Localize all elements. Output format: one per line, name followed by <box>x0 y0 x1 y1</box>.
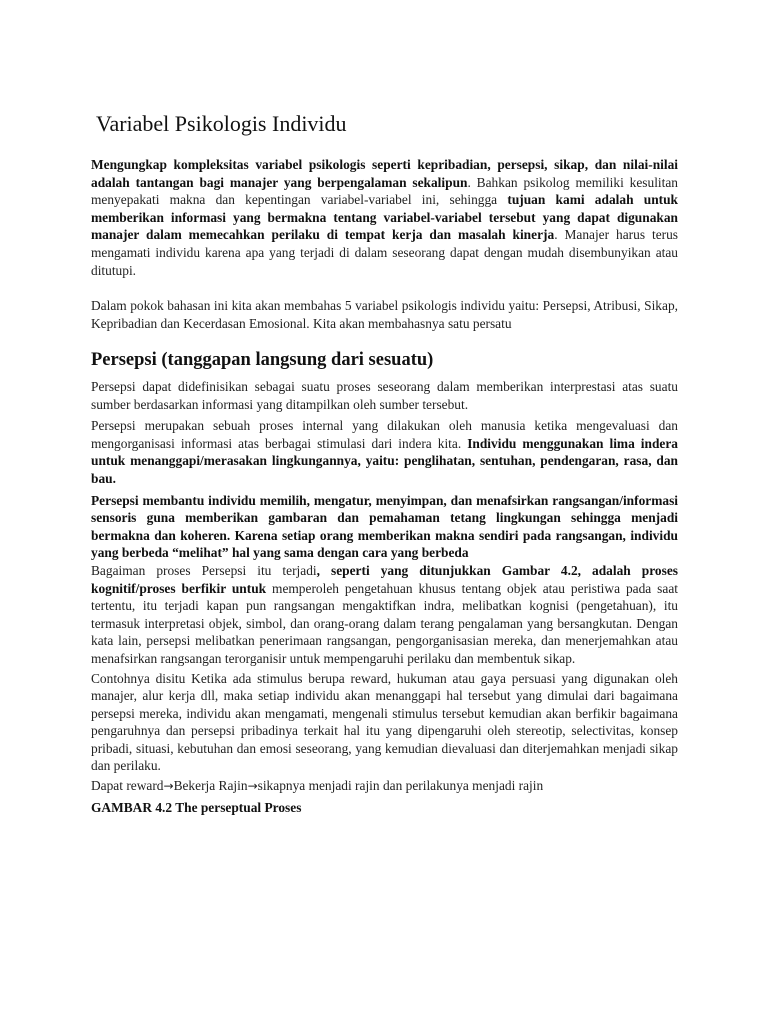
paragraph-6 <box>91 777 678 796</box>
intro-paragraph-2: Dalam pokok bahasan ini kita akan membahas 5 variabel psikologis individu yaitu: Persepsi, Atribusi, Sikap, Kepribadian dan Kecerdasan Emosional. Kita akan membahasnya satu persatu <box>91 298 678 331</box>
intro-paragraph <box>91 156 678 279</box>
section-heading: Persepsi (tanggapan langsung dari sesuatu) <box>91 350 434 370</box>
paragraph-4-text-1: Bagaiman proses Persepsi itu terjadi <box>91 562 317 578</box>
paragraph-4 <box>91 562 678 668</box>
arrow-right-icon: → <box>163 779 174 794</box>
intro-text-2: . Manajer harus terus mengamati individu karena apa yang terjadi di dalam seseorang dapat dengan mudah disembunyikan atau ditutupi. <box>91 227 678 278</box>
paragraph-3 <box>91 492 678 562</box>
intro-bold-2: tujuan kami adalah untuk memberikan informasi yang bermakna tentang variabel-variabel tersebut yang dapat digunakan manajer dalam memecahkan perilaku di tempat kerja dan masalah kinerja <box>91 192 679 243</box>
paragraph-2-bold: Individu menggunakan lima indera untuk menanggapi/merasakan lingkungannya, yaitu: penglihatan, sentuhan, pendengaran, rasa, dan bau. <box>91 435 678 486</box>
work-text: Bekerja Rajin <box>173 778 248 794</box>
arrow-right-icon: → <box>247 779 258 794</box>
paragraph-2-text: Persepsi merupakan sebuah proses internal yang dilakukan oleh manusia ketika mengevaluasi dan mengorganisasi informasi atas berbagai stimulasi dari indera kita. <box>91 418 678 451</box>
section-body <box>91 378 678 816</box>
figure-caption: GAMBAR 4.2 The perseptual Proses <box>91 799 302 815</box>
intro-bold-1: Mengungkap kompleksitas variabel psikologis seperti kepribadian, persepsi, sikap, dan nilai-nilai adalah tantangan bagi manajer yang berpengalaman sekalipun <box>91 157 678 190</box>
intro-section <box>91 156 678 279</box>
paragraph-4-bold: , seperti yang ditunjukkan Gambar 4.2, adalah proses kognitif/proses berfikir untuk <box>91 562 678 596</box>
paragraph-3-bold: Persepsi membantu individu memilih, mengatur, menyimpan, dan menafsirkan rangsangan/informasi sensoris guna memberikan gambaran dan pemahaman tetang lingkungan sehingga menjadi bermakna dan koheren. Karena setiap orang memberikan makna sendiri pada rangsangan, individu yang berbeda “melihat” hal yang sama dengan cara yang berbeda <box>91 492 678 561</box>
intro-section-2 <box>91 297 678 332</box>
reward-text: Dapat reward <box>91 778 164 794</box>
paragraph-5: Contohnya disitu Ketika ada stimulus berupa reward, hukuman atau gaya persuasi yang digunakan oleh manajer, alur kerja dll, maka setiap individu akan menanggapi hal tersebut yang dimulai dari bagaimana persepsi mereka, individu akan mengamati, mengenali stimulus tersebut kemudian akan berfikir bagaimana pengaruhnya dan persepsi pribadinya terkait hal itu yang dipengaruhi oleh stereotip, selectivitas, konsep pribadi, situasi, kebutuhan dan emosi seseorang, yang kemudian dievaluasi dan diterjemahkan menjadi sikap dan perilaku. <box>91 670 678 774</box>
page-title: Variabel Psikologis Individu <box>96 111 347 136</box>
paragraph-1: Persepsi dapat didefinisikan sebagai suatu proses seseorang dalam memberikan interprestasi atas suatu sumber berdasarkan informasi yang ditampilkan oleh sumber tersebut. <box>91 379 678 412</box>
paragraph-2 <box>91 417 678 487</box>
intro-text-1: . Bahkan psikolog memiliki kesulitan menyepakati makna dan kepentingan variabel-variabel ini, sehingga <box>91 174 678 208</box>
paragraph-4-text-2: memperoleh pengetahuan khusus tentang objek atau peristiwa pada saat tertentu, itu terjadi kapan pun rangsangan mengaktifkan indra, melibatkan kognisi (pengetahuan), itu termasuk interpretasi objek, simbol, dan orang-orang dalam terang pengalaman yang bersangkutan. Dengan kata lain, persepsi melibatkan penerimaan rangsangan, pengorganisasian mereka, dan menerjemahkan atau menafsirkan rangsangan terorganisir untuk mempengaruhi perilaku dan membentuk sikap. <box>91 580 678 666</box>
result-text: sikapnya menjadi rajin dan perilakunya menjadi rajin <box>257 778 544 794</box>
